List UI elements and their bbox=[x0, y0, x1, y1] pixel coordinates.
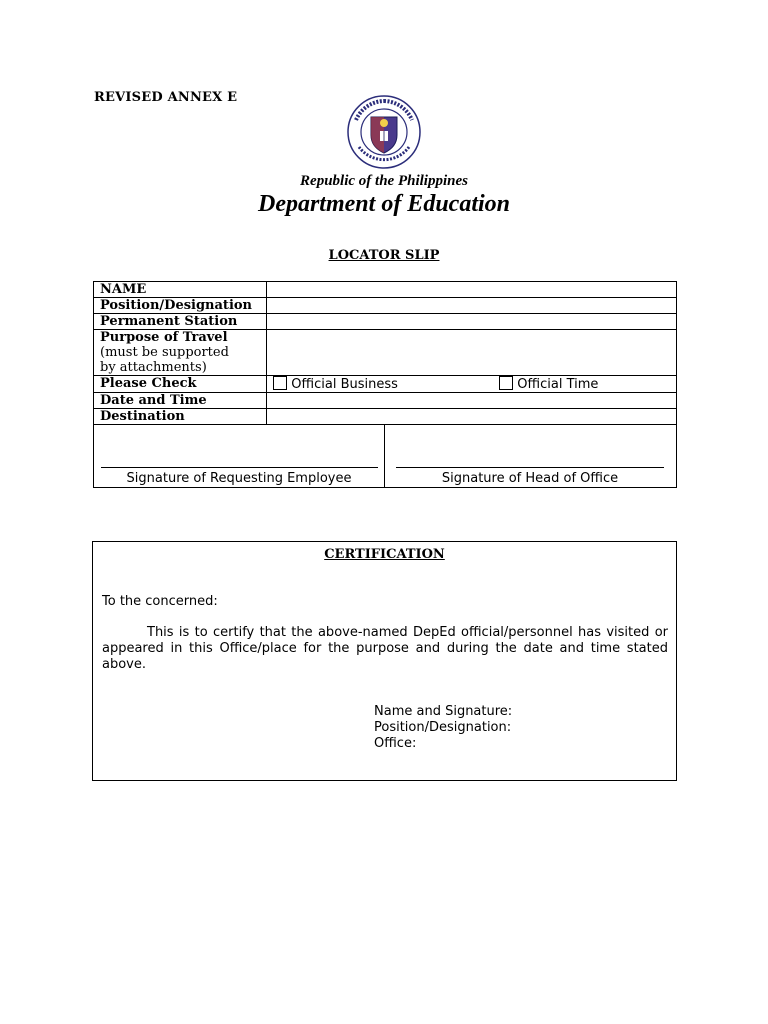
certifier-block bbox=[374, 704, 512, 752]
employee-signature-line[interactable] bbox=[101, 467, 378, 468]
official-time-label: Official Time bbox=[517, 377, 599, 392]
purpose-label: Purpose of Travel bbox=[100, 330, 228, 345]
name-label: NAME bbox=[94, 282, 267, 298]
check-label: Please Check bbox=[94, 376, 267, 393]
certifier-office-label: Office: bbox=[374, 736, 417, 751]
purpose-field[interactable] bbox=[267, 330, 677, 376]
row-datetime bbox=[94, 393, 677, 409]
check-options bbox=[267, 376, 677, 393]
head-signature-label: Signature of Head of Office bbox=[441, 471, 619, 486]
purpose-note-1: (must be supported bbox=[100, 345, 229, 360]
employee-signature-label: Signature of Requesting Employee bbox=[126, 471, 352, 486]
official-business-checkbox[interactable] bbox=[273, 376, 287, 390]
certification-body bbox=[102, 625, 668, 673]
annex-label: REVISED ANNEX E bbox=[94, 90, 238, 105]
row-check bbox=[94, 376, 677, 393]
certification-box bbox=[92, 541, 677, 781]
salutation: To the concerned: bbox=[102, 594, 218, 609]
row-name bbox=[94, 282, 677, 298]
certification-title: CERTIFICATION bbox=[324, 547, 445, 562]
name-field[interactable] bbox=[267, 282, 677, 298]
station-field[interactable] bbox=[267, 314, 677, 330]
row-destination bbox=[94, 409, 677, 425]
official-business-option[interactable] bbox=[273, 376, 499, 392]
destination-field[interactable] bbox=[267, 409, 677, 425]
datetime-field[interactable] bbox=[267, 393, 677, 409]
position-field[interactable] bbox=[267, 298, 677, 314]
department-heading: Department of Education bbox=[257, 191, 510, 217]
row-position bbox=[94, 298, 677, 314]
datetime-label: Date and Time bbox=[94, 393, 267, 409]
official-business-label: Official Business bbox=[291, 377, 398, 392]
locator-slip-table bbox=[93, 281, 677, 425]
head-signature-line[interactable] bbox=[396, 467, 664, 468]
certification-body-text: This is to certify that the above-named DepEd official/personnel has visited or appeared in this Office/place for the purpose and during the date and time stated above. bbox=[102, 625, 668, 672]
official-time-option[interactable] bbox=[499, 377, 598, 392]
purpose-label-cell bbox=[94, 330, 267, 376]
row-purpose bbox=[94, 330, 677, 376]
certifier-position-label: Position/Designation: bbox=[374, 720, 512, 735]
signature-box bbox=[93, 424, 677, 488]
locator-slip-title: LOCATOR SLIP bbox=[328, 248, 440, 263]
name-signature-label: Name and Signature: bbox=[374, 704, 513, 719]
official-time-checkbox[interactable] bbox=[499, 376, 513, 390]
station-label: Permanent Station bbox=[94, 314, 267, 330]
position-label: Position/Designation bbox=[94, 298, 267, 314]
purpose-note-2: by attachments) bbox=[100, 360, 207, 375]
deped-seal bbox=[347, 95, 421, 169]
destination-label: Destination bbox=[94, 409, 267, 425]
republic-heading: Republic of the Philippines bbox=[300, 173, 468, 189]
row-station bbox=[94, 314, 677, 330]
